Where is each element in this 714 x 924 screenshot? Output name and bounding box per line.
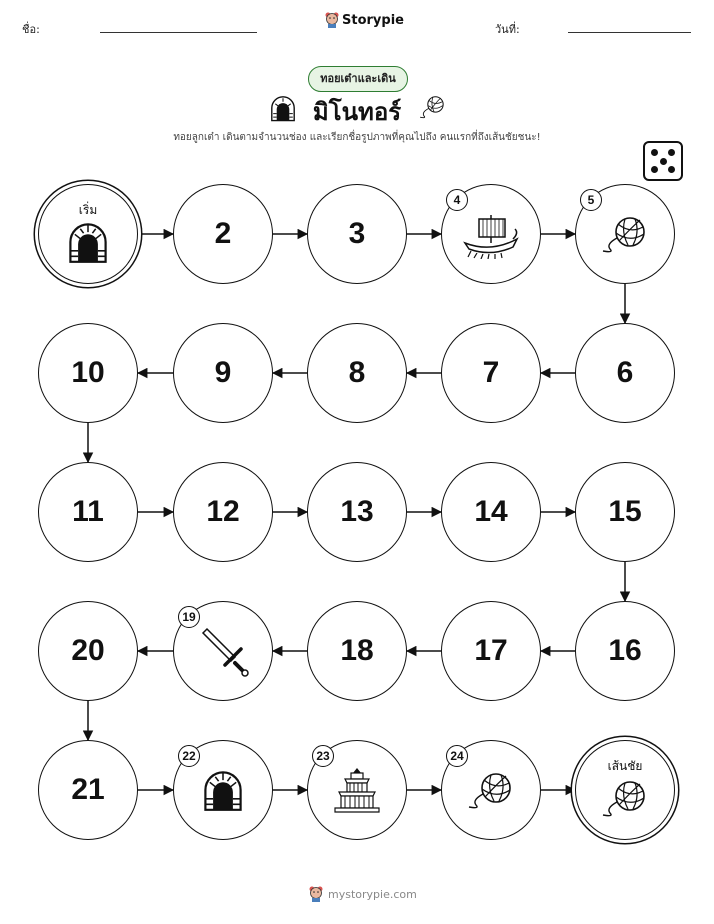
board-space-8[interactable]: [307, 323, 407, 423]
board-space-5[interactable]: [575, 184, 675, 284]
board-space-23[interactable]: [307, 740, 407, 840]
brand-name: Storypie: [342, 12, 404, 28]
game-subtitle-pill: ทอยเต๋าและเดิน: [308, 66, 408, 92]
start-space[interactable]: [38, 184, 138, 284]
board-space-22[interactable]: [173, 740, 273, 840]
yarn-ball-icon: [600, 776, 650, 820]
space-number: 9: [214, 356, 232, 389]
yarn-ball-icon: [466, 768, 516, 812]
board-space-24[interactable]: [441, 740, 541, 840]
board-space-3[interactable]: [307, 184, 407, 284]
board-space-13[interactable]: [307, 462, 407, 562]
board-space-6[interactable]: [575, 323, 675, 423]
space-number: 14: [474, 495, 508, 528]
board-space-10[interactable]: [38, 323, 138, 423]
space-number: 21: [71, 773, 105, 806]
board-space-21[interactable]: [38, 740, 138, 840]
board-space-19[interactable]: [173, 601, 273, 701]
space-number: 15: [608, 495, 642, 528]
space-number-badge: 22: [178, 745, 200, 767]
space-number-badge: 24: [446, 745, 468, 767]
space-number: 12: [206, 495, 240, 528]
instructions: ทอยลูกเต๋า เดินตามจำนวนช่อง และเรียกชื่อรูปภาพที่คุณไปถึง คนแรกที่ถึงเส้นชัยชนะ!: [173, 132, 541, 143]
space-number: 20: [71, 634, 105, 667]
name-label: ชื่อ:: [22, 23, 40, 36]
space-number: 17: [474, 634, 508, 667]
space-number-badge: 19: [178, 606, 200, 628]
space-number: 13: [340, 495, 374, 528]
space-label: เส้นชัย: [607, 759, 643, 773]
space-number: 8: [348, 356, 366, 389]
tunnel-icon: [201, 768, 245, 812]
board-space-20[interactable]: [38, 601, 138, 701]
space-number: 16: [608, 634, 642, 667]
space-number: 10: [71, 356, 105, 389]
board-space-2[interactable]: [173, 184, 273, 284]
space-number: 3: [348, 217, 366, 250]
ship-icon: [461, 209, 521, 259]
date-label: วันที่:: [495, 23, 520, 36]
yarn-ball-icon: [600, 212, 650, 256]
board-space-16[interactable]: [575, 601, 675, 701]
temple-icon: [331, 765, 383, 815]
finish-space[interactable]: [575, 740, 675, 840]
space-number: 11: [72, 495, 104, 528]
space-number-badge: 4: [446, 189, 468, 211]
space-number-badge: 5: [580, 189, 602, 211]
board-space-9[interactable]: [173, 323, 273, 423]
space-number-badge: 23: [312, 745, 334, 767]
board-space-14[interactable]: [441, 462, 541, 562]
board-space-12[interactable]: [173, 462, 273, 562]
board-space-18[interactable]: [307, 601, 407, 701]
space-number: 2: [214, 217, 232, 250]
bear-logo-icon: [308, 886, 324, 902]
space-number: 6: [616, 356, 634, 389]
board-space-11[interactable]: [38, 462, 138, 562]
board-space-17[interactable]: [441, 601, 541, 701]
board-space-4[interactable]: [441, 184, 541, 284]
tunnel-icon: [66, 220, 110, 264]
footer: [308, 886, 417, 902]
sword-icon: [195, 623, 251, 679]
space-label: เริ่ม: [78, 203, 98, 217]
board-space-7[interactable]: [441, 323, 541, 423]
footer-site: mystorypie.com: [328, 887, 417, 901]
board-space-15[interactable]: [575, 462, 675, 562]
space-number: 7: [482, 356, 500, 389]
page-title: มิโนทอร์: [312, 97, 402, 126]
space-number: 18: [340, 634, 374, 667]
